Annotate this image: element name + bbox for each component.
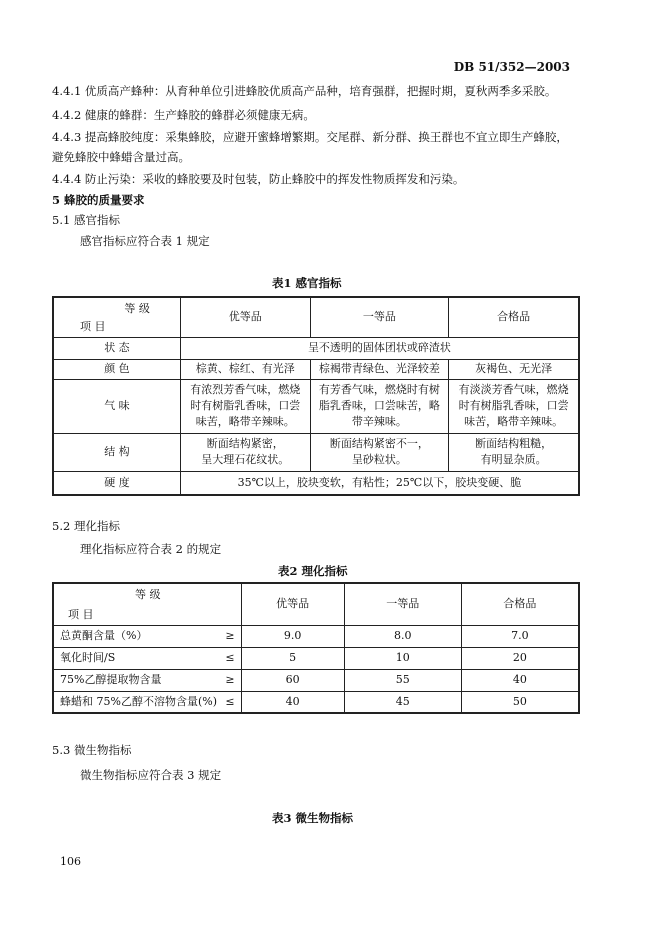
table1-row-label: 结 构 (53, 433, 180, 471)
page-number: 106 (60, 855, 81, 868)
section-5-3-text: 微生物指标应符合表 3 规定 (80, 768, 222, 782)
table1-caption: 表1 感官指标 (272, 276, 342, 290)
cell-line: 时有树脂乳香味，口尝 (190, 399, 301, 412)
comparison-symbol: ≥ (225, 673, 235, 686)
clause-4-4-2: 4.4.2 健康的蜂群：生产蜂胶的蜂群必须健康无病。 (52, 108, 315, 122)
table1-row-label: 硬 度 (53, 471, 180, 495)
table2-cell: 8.0 (344, 625, 461, 647)
document-code: DB 51/352—2003 (453, 60, 570, 74)
table2-col-3: 合格品 (461, 583, 579, 625)
table1-cell: 棕褐带青绿色、光泽较差 (310, 359, 449, 379)
table2-cell: 10 (344, 647, 461, 669)
section-5-1-text: 感官指标应符合表 1 规定 (80, 234, 210, 248)
table2-header-corner (53, 583, 241, 625)
table1-row-label: 状 态 (53, 337, 180, 359)
table2-row-label (53, 669, 241, 691)
cell-line: 断面结构粗糙， (475, 437, 553, 450)
cell-line: 有明显杂质。 (480, 453, 547, 466)
table1-cell: 35℃以上，胶块变软，有粘性；25℃以下，胶块变硬、脆 (180, 471, 579, 495)
cell-line: 断面结构紧密， (206, 437, 284, 450)
table1-cell (180, 379, 310, 433)
comparison-symbol: ≤ (225, 651, 235, 664)
table2-caption: 表2 理化指标 (278, 564, 348, 578)
cell-line: 呈大理石花纹状。 (201, 453, 290, 466)
section-5-1-heading: 5.1 感官指标 (52, 213, 120, 227)
cell-line: 有浓烈芳香气味，燃烧 (190, 383, 301, 396)
table2-cell: 40 (461, 669, 579, 691)
row-label-text: 氧化时间/S (60, 651, 116, 664)
table1-sensory (52, 296, 580, 496)
row-label-text: 蜂蜡和 75%乙醇不溶物含量(%) (60, 694, 217, 708)
cell-line: 味苦，略带辛辣味。 (195, 415, 295, 428)
cell-line: 脂乳香味，口尝味苦，略 (318, 399, 440, 412)
cell-line: 呈砂粒状。 (351, 453, 407, 466)
table1-col-2: 一等品 (310, 297, 449, 337)
table-row (53, 691, 579, 713)
table1-col-1: 优等品 (180, 297, 310, 337)
cell-line: 带辛辣味。 (351, 415, 407, 428)
clause-4-4-3-cont: 避免蜂胶中蜂蜡含量过高。 (52, 150, 190, 164)
row-label-text: 总黄酮含量（%） (60, 629, 148, 642)
clause-4-4-1: 4.4.1 优质高产蜂种：从育种单位引进蜂胶优质高产品种，培育强群，把握时期，夏秋两季多采胶。 (52, 84, 557, 98)
table2-cell: 40 (241, 691, 344, 713)
section-5-2-text: 理化指标应符合表 2 的规定 (80, 542, 222, 556)
table1-cell (449, 379, 579, 433)
table2-cell: 45 (344, 691, 461, 713)
table2-cell: 5 (241, 647, 344, 669)
table-row (53, 625, 579, 647)
cell-line: 有淡淡芳香气味，燃烧 (458, 383, 569, 396)
cell-line: 有芳香气味，燃烧时有树 (318, 383, 440, 396)
table2-col-2: 一等品 (344, 583, 461, 625)
cell-line: 时有树脂乳香味，口尝 (458, 399, 569, 412)
row-label-text: 75%乙醇提取物含量 (60, 673, 162, 686)
table2-header-item: 项 目 (68, 607, 94, 621)
section-5-2-heading: 5.2 理化指标 (52, 519, 120, 533)
table1-row-label: 颜 色 (53, 359, 180, 379)
table1-cell (310, 379, 449, 433)
cell-line: 味苦，略带辛辣味。 (464, 415, 564, 428)
table1-cell: 呈不透明的固体团状或碎渣状 (180, 337, 579, 359)
table-row (53, 669, 579, 691)
table1-cell (180, 433, 310, 471)
table1-cell: 棕黄、棕红、有光泽 (180, 359, 310, 379)
table1-cell (310, 433, 449, 471)
table2-row-label (53, 647, 241, 669)
table2-row-label (53, 691, 241, 713)
table2-cell: 50 (461, 691, 579, 713)
table1-col-3: 合格品 (449, 297, 579, 337)
table1-row-label: 气 味 (53, 379, 180, 433)
table-row (53, 647, 579, 669)
table1-header-item: 项 目 (80, 319, 106, 333)
table2-physicochemical (52, 582, 580, 714)
comparison-symbol: ≥ (225, 629, 235, 642)
table1-cell: 灰褐色、无光泽 (449, 359, 579, 379)
table2-cell: 9.0 (241, 625, 344, 647)
section-5-heading: 5 蜂胶的质量要求 (52, 193, 145, 207)
table3-caption: 表3 微生物指标 (272, 811, 354, 825)
section-5-3-heading: 5.3 微生物指标 (52, 743, 132, 757)
table2-col-1: 优等品 (241, 583, 344, 625)
table2-row-label (53, 625, 241, 647)
table1-header-corner (53, 297, 180, 337)
comparison-symbol: ≤ (225, 694, 235, 708)
cell-line: 断面结构紧密不一， (329, 437, 429, 450)
clause-4-4-3: 4.4.3 提高蜂胶纯度：采集蜂胶，应避开蜜蜂增繁期。交尾群、新分群、换王群也不宜立即生产蜂胶， (52, 130, 568, 144)
table2-cell: 55 (344, 669, 461, 691)
table2-cell: 60 (241, 669, 344, 691)
table1-header-grade: 等 级 (124, 302, 150, 315)
table2-header-grade: 等 级 (135, 588, 161, 601)
table1-cell (449, 433, 579, 471)
clause-4-4-4: 4.4.4 防止污染：采收的蜂胶要及时包装，防止蜂胶中的挥发性物质挥发和污染。 (52, 172, 465, 186)
table2-cell: 20 (461, 647, 579, 669)
table2-cell: 7.0 (461, 625, 579, 647)
